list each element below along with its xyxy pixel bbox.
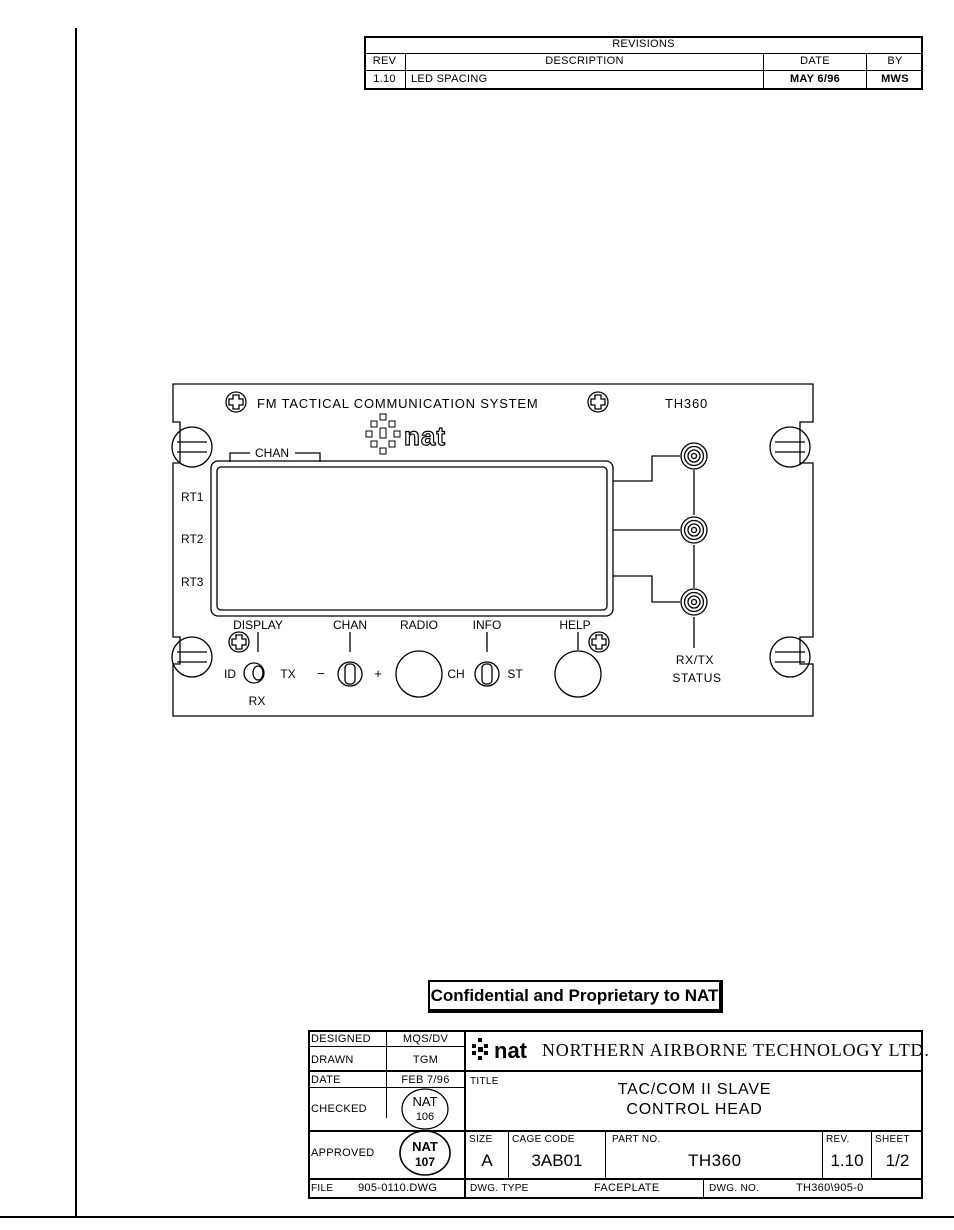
dwg-no-value: TH360\905-0 — [796, 1182, 864, 1194]
sheet-label: SHEET — [875, 1134, 910, 1145]
date-label: DATE — [311, 1074, 341, 1086]
status-led-1 — [681, 443, 707, 469]
display-window-outer — [211, 461, 613, 616]
file-value: 905-0110.DWG — [358, 1182, 438, 1194]
description-header: DESCRIPTION — [545, 55, 624, 67]
row-label-rt1: RT1 — [181, 490, 204, 504]
file-label: FILE — [311, 1183, 334, 1194]
tx-label: TX — [280, 667, 296, 681]
screw-bottom-right — [589, 632, 609, 652]
info-control-label: INFO — [472, 618, 502, 632]
confidential-notice: Confidential and Proprietary to NAT — [428, 980, 723, 1013]
status-led-2 — [681, 517, 707, 543]
display-toggle-switch — [244, 663, 264, 683]
screw-top-center — [588, 392, 608, 412]
part-no-label: PART NO. — [612, 1134, 661, 1145]
company-name: NORTHERN AIRBORNE TECHNOLOGY LTD. — [542, 1040, 930, 1060]
id-label: ID — [224, 667, 236, 681]
status-label-line1: RX/TX — [675, 653, 715, 667]
chan-minus-label: − — [317, 666, 325, 681]
checked-stamp: NAT — [412, 1094, 438, 1109]
display-control-label: DISPLAY — [233, 618, 283, 632]
chan-plus-label: + — [374, 666, 382, 681]
size-value: A — [481, 1151, 493, 1170]
rev-header: REV — [372, 55, 397, 67]
screw-bottom-left — [229, 632, 249, 652]
designed-value: MQS/DV — [402, 1033, 449, 1045]
revision-description: LED SPACING — [411, 73, 488, 85]
help-knob — [555, 651, 601, 697]
rev-label: REV. — [826, 1134, 850, 1145]
checked-stamp-number: 106 — [415, 1111, 435, 1123]
help-control-label: HELP — [559, 618, 591, 632]
model-label: TH360 — [665, 396, 709, 411]
revision-date: MAY 6/96 — [789, 73, 841, 85]
checked-label: CHECKED — [311, 1103, 367, 1115]
approved-stamp-number: 107 — [414, 1155, 436, 1169]
nat-logo-star — [366, 414, 400, 454]
ch-label: CH — [447, 667, 465, 681]
revisions-title: REVISIONS — [612, 38, 675, 50]
row-label-rt3: RT3 — [181, 575, 204, 589]
sheet-value: 1/2 — [885, 1151, 910, 1170]
led-line-3 — [613, 576, 680, 602]
fastener-top-left — [172, 427, 212, 467]
fastener-bottom-left — [172, 637, 212, 677]
revision-by: MWS — [881, 73, 909, 85]
part-no-value: TH360 — [688, 1151, 742, 1170]
nat-logo-text: nat — [404, 421, 446, 451]
st-label: ST — [507, 667, 523, 681]
radio-knob — [396, 651, 442, 697]
company-logo-text: nat — [494, 1038, 527, 1063]
chan-control-label: CHAN — [332, 618, 368, 632]
info-rocker-switch — [475, 662, 499, 686]
approved-label: APPROVED — [311, 1147, 375, 1159]
dwg-type-value: FACEPLATE — [594, 1182, 660, 1194]
size-label: SIZE — [469, 1134, 493, 1145]
status-label-line2: STATUS — [672, 671, 722, 685]
title-label: TITLE — [470, 1076, 499, 1087]
rx-label: RX — [248, 694, 266, 708]
drawing-title-line1: TAC/COM II SLAVE — [617, 1081, 772, 1098]
status-led-3 — [681, 589, 707, 615]
drawn-label: DRAWN — [311, 1054, 354, 1066]
drawing-title-line2: CONTROL HEAD — [626, 1101, 763, 1118]
rev-value: 1.10 — [830, 1151, 864, 1170]
approved-stamp: NAT — [412, 1139, 438, 1154]
fastener-top-right — [770, 427, 810, 467]
date-value: FEB 7/96 — [401, 1074, 450, 1086]
nat-company-logo — [470, 1036, 540, 1066]
cage-code-label: CAGE CODE — [512, 1134, 575, 1145]
chan-bracket-label: CHAN — [254, 446, 290, 460]
designed-label: DESIGNED — [311, 1033, 371, 1045]
display-window-inner — [217, 467, 607, 610]
date-header: DATE — [800, 55, 830, 67]
screw-top-left — [226, 392, 246, 412]
radio-control-label: RADIO — [399, 618, 439, 632]
system-name: FM TACTICAL COMMUNICATION SYSTEM — [257, 396, 539, 411]
by-header: BY — [887, 55, 903, 67]
drawn-value: TGM — [412, 1054, 439, 1066]
chan-rocker-switch — [338, 662, 362, 686]
cage-code-value: 3AB01 — [531, 1151, 583, 1170]
dwg-no-label: DWG. NO. — [709, 1183, 760, 1194]
revision-rev: 1.10 — [373, 73, 396, 85]
row-label-rt2: RT2 — [181, 532, 204, 546]
approval-stamps — [386, 1088, 464, 1178]
fastener-bottom-right — [770, 637, 810, 677]
faceplate-outline — [173, 384, 813, 716]
led-line-1 — [613, 456, 680, 481]
dwg-type-label: DWG. TYPE — [470, 1183, 529, 1194]
